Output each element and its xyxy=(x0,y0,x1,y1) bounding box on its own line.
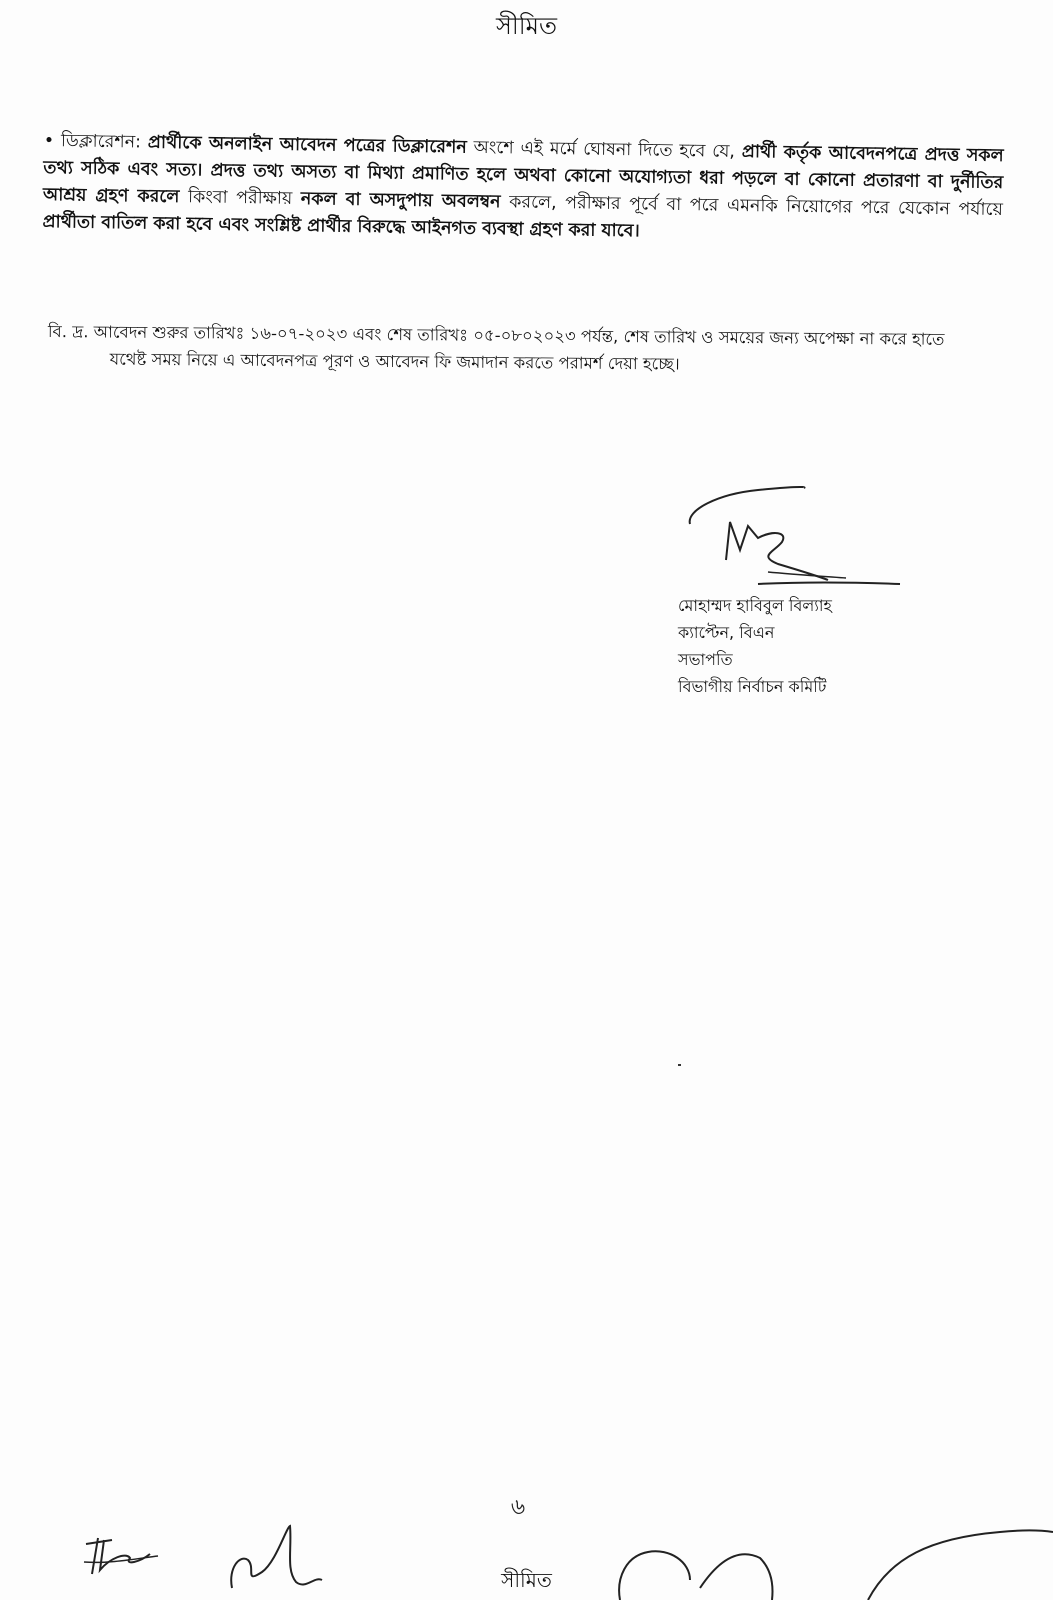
note-paragraph xyxy=(48,318,1008,380)
declaration-text-2: অংশে এই মর্মে ঘোষনা দিতে হবে যে, xyxy=(473,137,736,162)
declaration-text-bold-3: প্রার্থী কর্তৃক আবেদনপত্রে প্রদত্ত সকল তথ্য সঠিক এবং সত্য। প্রদত্ত তথ্য অসত্য বা মিথ্যা প্রমাণিত হলে অথবা কোনো অযোগ্যতা ধরা পড়লে বা কোনো প্রতারণা বা দুর্নীতির আশ্রয় গ্রহণ করলে xyxy=(42,141,1004,208)
handwritten-signature xyxy=(678,480,908,592)
declaration-bullet: • xyxy=(43,130,55,152)
signatory-position: সভাপতি xyxy=(678,650,733,669)
declaration-paragraph xyxy=(42,128,1004,251)
scan-speck xyxy=(678,1064,681,1066)
declaration-text-bold-5: নকল বা অসদুপায় অবলম্বন xyxy=(300,189,501,213)
note-line-2: যথেষ্ট সময় নিয়ে এ আবেদনপত্র পূরণ ও আবেদন ফি জমাদান করতে পরামর্শ দেয়া হচ্ছে। xyxy=(109,349,680,374)
page-number-text: ৬ xyxy=(510,1495,526,1520)
classification-footer: সীমিত xyxy=(501,1568,552,1592)
signatory-committee: বিভাগীয় নির্বাচন কমিটি xyxy=(678,677,827,696)
declaration-text-4: কিংবা পরীক্ষায় xyxy=(187,187,293,209)
signatory-rank: ক্যাপ্টেন, বিএন xyxy=(678,623,775,642)
signatory-name: মোহাম্মদ হাবিবুল বিল্যাহ xyxy=(678,596,832,615)
signature-block xyxy=(678,480,958,720)
classification-header: সীমিত xyxy=(496,12,557,40)
signatory-details xyxy=(678,592,832,700)
note-line-1: বি. দ্র. আবেদন শুরুর তারিখঃ ১৬-০৭-২০২৩ এবং শেষ তারিখঃ ০৫-০৮০২০২৩ পর্যন্ত, শেষ তারিখ ও সময়ের জন্য অপেক্ষা না করে হাতে xyxy=(47,321,945,349)
declaration-text-6: করলে, পরীক্ষার পূর্বে বা পরে এমনকি নিয়োগের পরে যেকোন পর্যায়ে xyxy=(509,192,1004,221)
declaration-text-bold-7: প্রার্থীতা বাতিল করা হবে এবং সংশ্লিষ্ট প্রার্থীর বিরুদ্ধে আইনগত ব্যবস্থা গ্রহণ করা যাবে। xyxy=(42,211,640,242)
declaration-heading: ডিক্লারেশন: xyxy=(60,131,142,153)
declaration-text-bold-1: প্রার্থীকে অনলাইন আবেদন পত্রের ডিক্লারেশন xyxy=(147,132,467,158)
